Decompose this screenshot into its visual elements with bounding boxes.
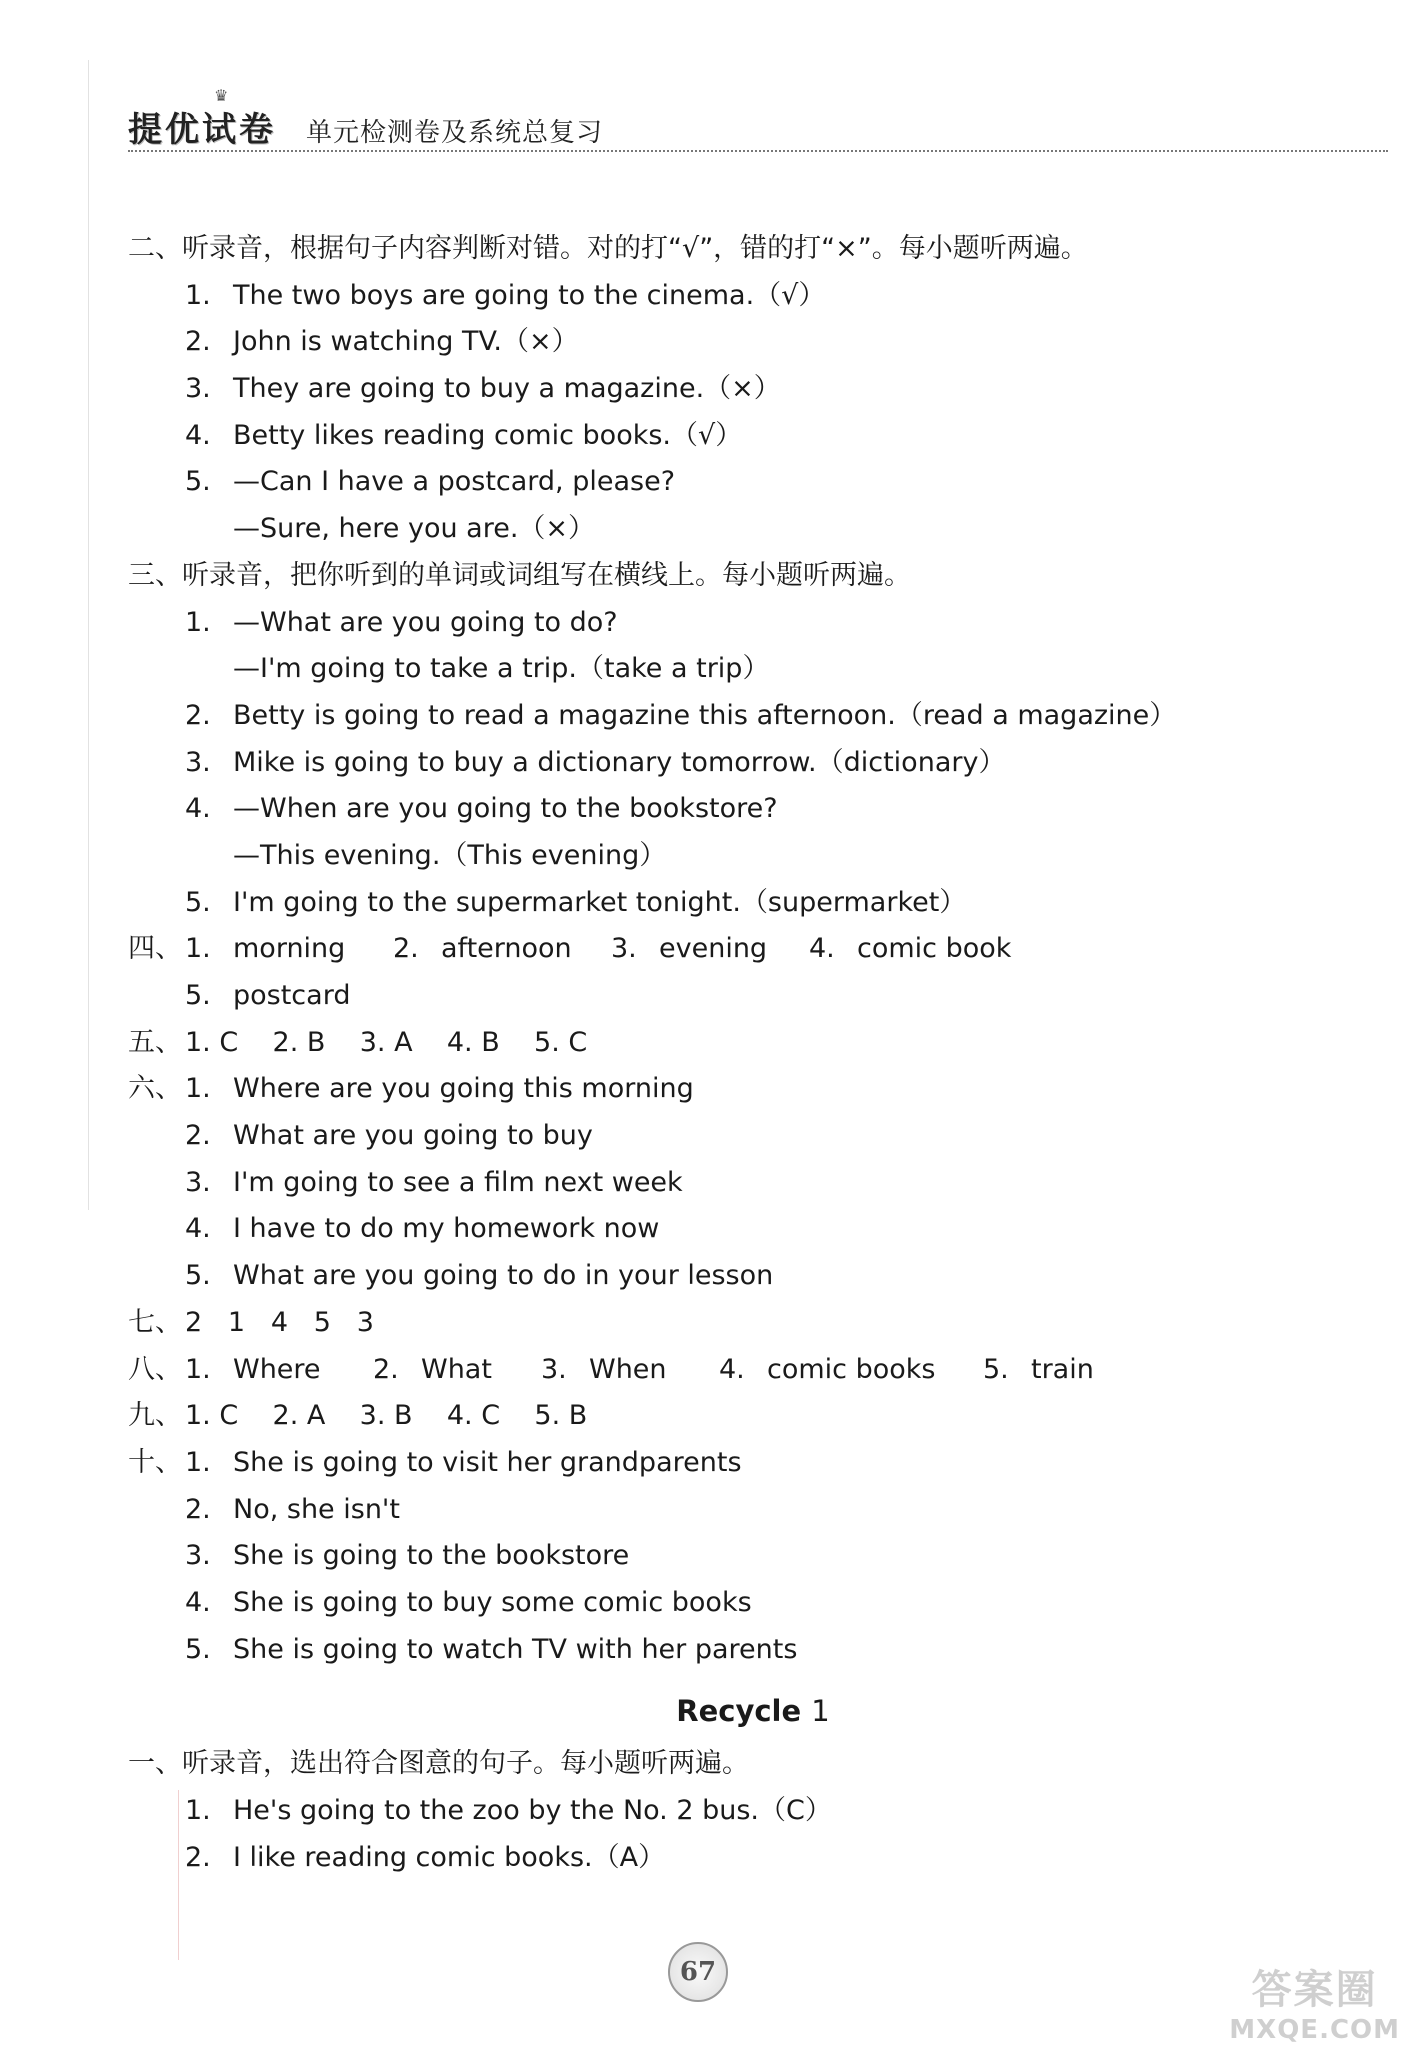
list-item: 3. I'm going to see a film next week — [185, 1166, 683, 1198]
list-item: 5. She is going to watch TV with her parents — [185, 1633, 798, 1665]
list-item: 十、 1. She is going to visit her grandparents — [128, 1446, 742, 1478]
section-7-answers: 七、 2 1 4 5 3 — [128, 1306, 374, 1338]
crown-icon: ♛ — [214, 86, 229, 105]
section-9-answers: 九、 1. C 2. A 3. B 4. C 5. B — [128, 1400, 588, 1432]
list-item: 5. I'm going to the supermarket tonight.（supermarket） — [185, 886, 967, 918]
page-number: 67 — [668, 1942, 728, 2002]
header-subtitle: 单元检测卷及系统总复习 — [306, 118, 604, 148]
list-item: 5. postcard — [185, 980, 351, 1011]
list-item: 1. The two boys are going to the cinema.（√） — [185, 279, 826, 311]
list-item: 六、 1. Where are you going this morning — [128, 1073, 694, 1105]
section-4-answers: 四、 1. morning 2. afternoon 3. evening 4. comic book — [128, 933, 1012, 965]
header-divider — [128, 150, 1388, 152]
list-item: 4. Betty likes reading comic books.（√） — [185, 419, 743, 451]
recycle-section-1-title: 一、听录音，选出符合图意的句子。每小题听两遍。 — [128, 1748, 749, 1780]
list-item: 4. She is going to buy some comic books — [185, 1586, 752, 1618]
margin-line — [88, 60, 89, 1210]
recycle-heading: Recycle 1 — [676, 1694, 830, 1729]
list-item: 3. She is going to the bookstore — [185, 1540, 630, 1572]
list-item: 2. What are you going to buy — [185, 1120, 593, 1152]
section-3-title: 三、听录音，把你听到的单词或词组写在横线上。每小题听两遍。 — [128, 559, 911, 591]
site-watermark — [1229, 1958, 1400, 2045]
list-item: 3. Mike is going to buy a dictionary tomorrow.（dictionary） — [185, 746, 1006, 778]
list-item-continuation: —This evening.（This evening） — [233, 839, 667, 871]
answer-content — [128, 226, 1378, 1881]
book-logo: 提优试卷 — [128, 110, 276, 150]
section-2-title: 二、听录音，根据句子内容判断对错。对的打“√”，错的打“×”。每小题听两遍。 — [128, 233, 1088, 264]
list-item-continuation: —I'm going to take a trip.（take a trip） — [233, 653, 770, 685]
list-item: 1. —What are you going to do? — [185, 606, 618, 638]
page-header — [128, 86, 1388, 156]
list-item: 2. John is watching TV.（×） — [185, 326, 579, 358]
section-8-answers: 八、 1. Where 2. What 3. When 4. comic books 5. train — [128, 1353, 1094, 1385]
list-item: 2. Betty is going to read a magazine this afternoon.（read a magazine） — [185, 699, 1177, 731]
list-item: 2. No, she isn't — [185, 1493, 400, 1525]
list-item-continuation: —Sure, here you are.（×） — [233, 513, 596, 545]
watermark-url: MXQE.COM — [1229, 2015, 1400, 2045]
section-5-answers: 五、 1. C 2. B 3. A 4. B 5. C — [128, 1026, 588, 1058]
list-item: 4. —When are you going to the bookstore? — [185, 793, 778, 825]
list-item: 4. I have to do my homework now — [185, 1213, 660, 1245]
list-item: 1. He's going to the zoo by the No. 2 bus.（C） — [185, 1795, 832, 1826]
list-item: 3. They are going to buy a magazine.（×） — [185, 373, 781, 405]
list-item: 5. —Can I have a postcard, please? — [185, 466, 676, 498]
list-item: 2. I like reading comic books.（A） — [185, 1841, 666, 1873]
watermark-title: 答案圈 — [1251, 1967, 1378, 2013]
list-item: 5. What are you going to do in your lesson — [185, 1260, 774, 1292]
